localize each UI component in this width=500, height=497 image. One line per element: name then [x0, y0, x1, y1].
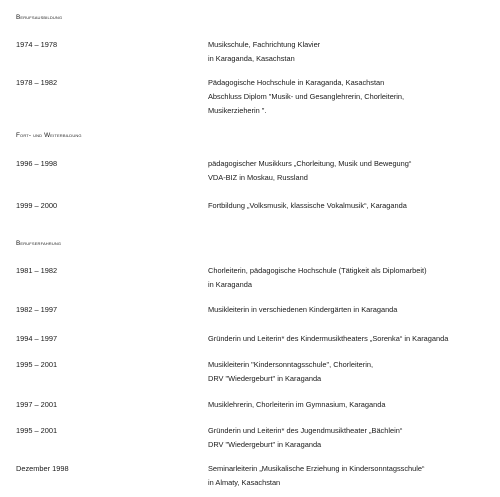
entry-description-line: pädagogischer Musikkurs „Chorleitung, Musik und Bewegung“: [208, 159, 412, 168]
entry-description-line: Gründerin und Leiterin* des Jugendmusiktheater „Bächlein“: [208, 426, 403, 435]
section-heading: Berufserfahrung: [16, 240, 62, 247]
entry-date: 1978 – 1982: [16, 78, 58, 87]
entry-description-line: DRV "Wiedergeburt" in Karaganda: [208, 374, 322, 383]
entry-description-line: in Karaganda: [208, 280, 252, 289]
entry-description: [208, 157, 411, 185]
entry-description: [208, 76, 404, 118]
entry-description-line: Chorleiterin, pädagogische Hochschule (Tätigkeit als Diplomarbeit): [208, 266, 427, 275]
section-heading: Berufsausbildung: [16, 14, 63, 21]
entry-description: [208, 303, 397, 317]
entry-date: 1994 – 1997: [16, 334, 58, 343]
entry-date: 1999 – 2000: [16, 201, 58, 210]
entry-description-line: Musikerzieherin ".: [208, 106, 267, 115]
entry-description-line: Musikleiterin "Kindersonntagsschule", Chorleiterin,: [208, 360, 374, 369]
entry-description-line: Pädagogische Hochschule in Karaganda, Kasachstan: [208, 78, 385, 87]
entry-description-line: DRV "Wiedergeburt" in Karaganda: [208, 440, 322, 449]
entry-date: 1981 – 1982: [16, 266, 58, 275]
entry-description-line: Musikschule, Fachrichtung Klavier: [208, 40, 321, 49]
entry-date: Dezember 1998: [16, 464, 69, 473]
entry-description: [208, 358, 373, 386]
entry-date: 1996 – 1998: [16, 159, 58, 168]
entry-date: 1997 – 2001: [16, 400, 58, 409]
entry-description-line: Abschluss Diplom "Musik- und Gesanglehrerin, Chorleiterin,: [208, 92, 405, 101]
entry-date: 1974 – 1978: [16, 40, 58, 49]
entry-description-line: Seminarleiterin „Musikalische Erziehung in Kindersonntagsschule“: [208, 464, 425, 473]
entry-description: [208, 462, 425, 490]
entry-description: [208, 424, 402, 452]
entry-description-line: Gründerin und Leiterin* des Kindermusiktheaters „Sorenka“ in Karaganda: [208, 334, 449, 343]
entry-date: 1995 – 2001: [16, 426, 58, 435]
entry-date: 1982 – 1997: [16, 305, 58, 314]
entry-description: [208, 264, 427, 292]
entry-description-line: in Karaganda, Kasachstan: [208, 54, 295, 63]
entry-description-line: Fortbildung „Volksmusik, klassische Vokalmusik“, Karaganda: [208, 201, 407, 210]
entry-description: [208, 38, 320, 66]
entry-description: [208, 332, 448, 346]
entry-description: [208, 398, 385, 412]
entry-description-line: in Almaty, Kasachstan: [208, 478, 281, 487]
entry-description-line: Musikleiterin in verschiedenen Kindergärten in Karaganda: [208, 305, 398, 314]
entry-date: 1995 – 2001: [16, 360, 58, 369]
entry-description: [208, 199, 407, 213]
section-heading: Fort- und Weiterbildung: [16, 132, 82, 139]
entry-description-line: Musiklehrerin, Chorleiterin im Gymnasium, Karaganda: [208, 400, 386, 409]
entry-description-line: VDA-BIZ in Moskau, Russland: [208, 173, 308, 182]
